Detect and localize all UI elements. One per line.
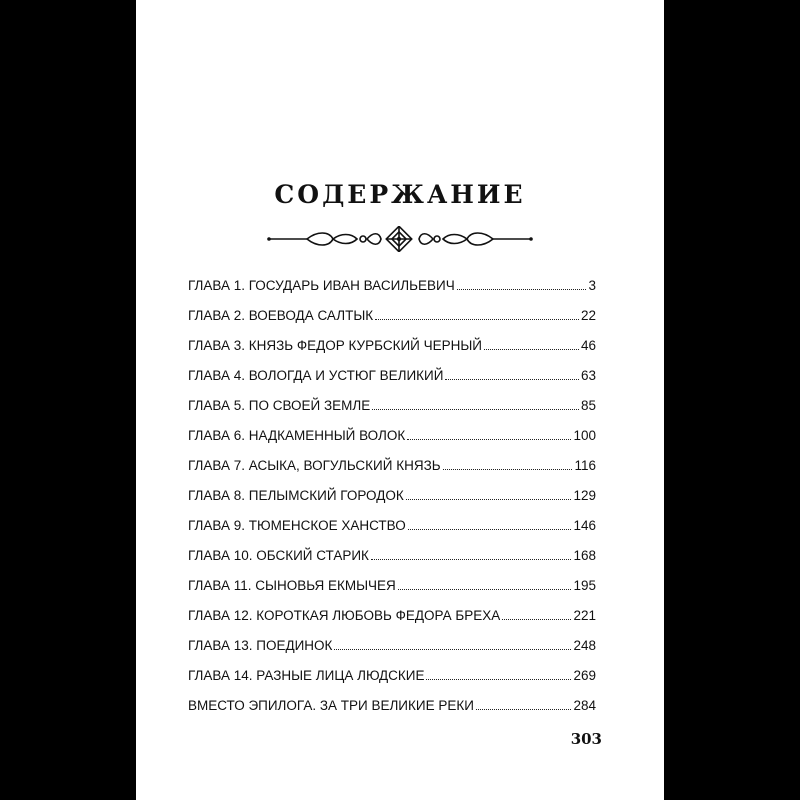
- page-title: СОДЕРЖАНИЕ: [274, 180, 526, 209]
- toc-entry-page: 129: [573, 488, 596, 503]
- toc-entry-title: ГЛАВА 11. СЫНОВЬЯ ЕКМЫЧЕЯ: [188, 578, 396, 593]
- dot-leader: [476, 700, 572, 710]
- toc-entry-page: 248: [573, 638, 596, 653]
- toc-entry-title: ГЛАВА 10. ОБСКИЙ СТАРИК: [188, 548, 369, 563]
- toc-entry-page: 46: [580, 338, 596, 353]
- dot-leader: [398, 580, 572, 590]
- dot-leader: [426, 670, 571, 680]
- toc-entry-page: 168: [573, 548, 596, 563]
- dot-leader: [445, 370, 579, 380]
- toc-entry-title: ВМЕСТО ЭПИЛОГА. ЗА ТРИ ВЕЛИКИЕ РЕКИ: [188, 698, 474, 713]
- dot-leader: [406, 490, 572, 500]
- toc-entry-page: 85: [580, 398, 596, 413]
- toc-entry-page: 221: [573, 608, 596, 623]
- toc-entry-title: ГЛАВА 12. КОРОТКАЯ ЛЮБОВЬ ФЕДОРА БРЕХА: [188, 608, 501, 623]
- page-number: 303: [570, 730, 602, 748]
- dot-leader: [484, 340, 579, 350]
- toc-entry[interactable]: [188, 458, 596, 488]
- toc-entry-title: ГЛАВА 14. РАЗНЫЕ ЛИЦА ЛЮДСКИЕ: [188, 668, 425, 683]
- toc-entry[interactable]: [188, 608, 596, 638]
- toc-entry-title: ГЛАВА 5. ПО СВОЕЙ ЗЕМЛЕ: [188, 398, 371, 413]
- dot-leader: [407, 430, 571, 440]
- toc-entry-page: 22: [580, 308, 596, 323]
- toc-entry-title: ГЛАВА 9. ТЮМЕНСКОЕ ХАНСТВО: [188, 518, 406, 533]
- toc-entry-title: ГЛАВА 4. ВОЛОГДА И УСТЮГ ВЕЛИКИЙ: [188, 368, 444, 383]
- dot-leader: [443, 460, 573, 470]
- toc-entry-title: ГЛАВА 1. ГОСУДАРЬ ИВАН ВАСИЛЬЕВИЧ: [188, 278, 455, 293]
- toc-entry-page: 116: [574, 458, 596, 473]
- right-black-border: [664, 0, 800, 800]
- left-black-border: [0, 0, 136, 800]
- toc-entry-page: 269: [573, 668, 596, 683]
- dot-leader: [372, 400, 579, 410]
- dot-leader: [371, 550, 572, 560]
- toc-entry-page: 284: [573, 698, 596, 713]
- toc-entry[interactable]: [188, 398, 596, 428]
- toc-entry-page: 3: [588, 278, 596, 293]
- toc-entry[interactable]: [188, 578, 596, 608]
- toc-entry-title: ГЛАВА 2. ВОЕВОДА САЛТЫК: [188, 308, 374, 323]
- dot-leader: [408, 520, 572, 530]
- toc-entry-page: 63: [580, 368, 596, 383]
- toc-entry[interactable]: [188, 698, 596, 728]
- book-page: [136, 0, 664, 800]
- toc-entry-title: ГЛАВА 8. ПЕЛЫМСКИЙ ГОРОДОК: [188, 488, 404, 503]
- toc-entry-page: 146: [573, 518, 596, 533]
- toc-entry-title: ГЛАВА 6. НАДКАМЕННЫЙ ВОЛОК: [188, 428, 406, 443]
- toc-entry[interactable]: [188, 548, 596, 578]
- toc-entry[interactable]: [188, 488, 596, 518]
- dot-leader: [457, 280, 587, 290]
- toc-entry[interactable]: [188, 368, 596, 398]
- dot-leader: [375, 310, 579, 320]
- toc-entry[interactable]: [188, 428, 596, 458]
- toc-entry[interactable]: [188, 278, 596, 308]
- dot-leader: [334, 640, 571, 650]
- toc-entry[interactable]: [188, 338, 596, 368]
- toc-entry-title: ГЛАВА 7. АСЫКА, ВОГУЛЬСКИЙ КНЯЗЬ: [188, 458, 441, 473]
- toc-entry-page: 195: [573, 578, 596, 593]
- toc-entry[interactable]: [188, 638, 596, 668]
- toc-entry-title: ГЛАВА 13. ПОЕДИНОК: [188, 638, 333, 653]
- toc-entry[interactable]: [188, 308, 596, 338]
- toc-entry[interactable]: [188, 668, 596, 698]
- toc-entry-page: 100: [573, 428, 596, 443]
- toc-entry[interactable]: [188, 518, 596, 548]
- ornament-divider-icon: [267, 226, 533, 252]
- table-of-contents: [188, 278, 596, 728]
- dot-leader: [502, 610, 571, 620]
- toc-entry-title: ГЛАВА 3. КНЯЗЬ ФЕДОР КУРБСКИЙ ЧЕРНЫЙ: [188, 338, 483, 353]
